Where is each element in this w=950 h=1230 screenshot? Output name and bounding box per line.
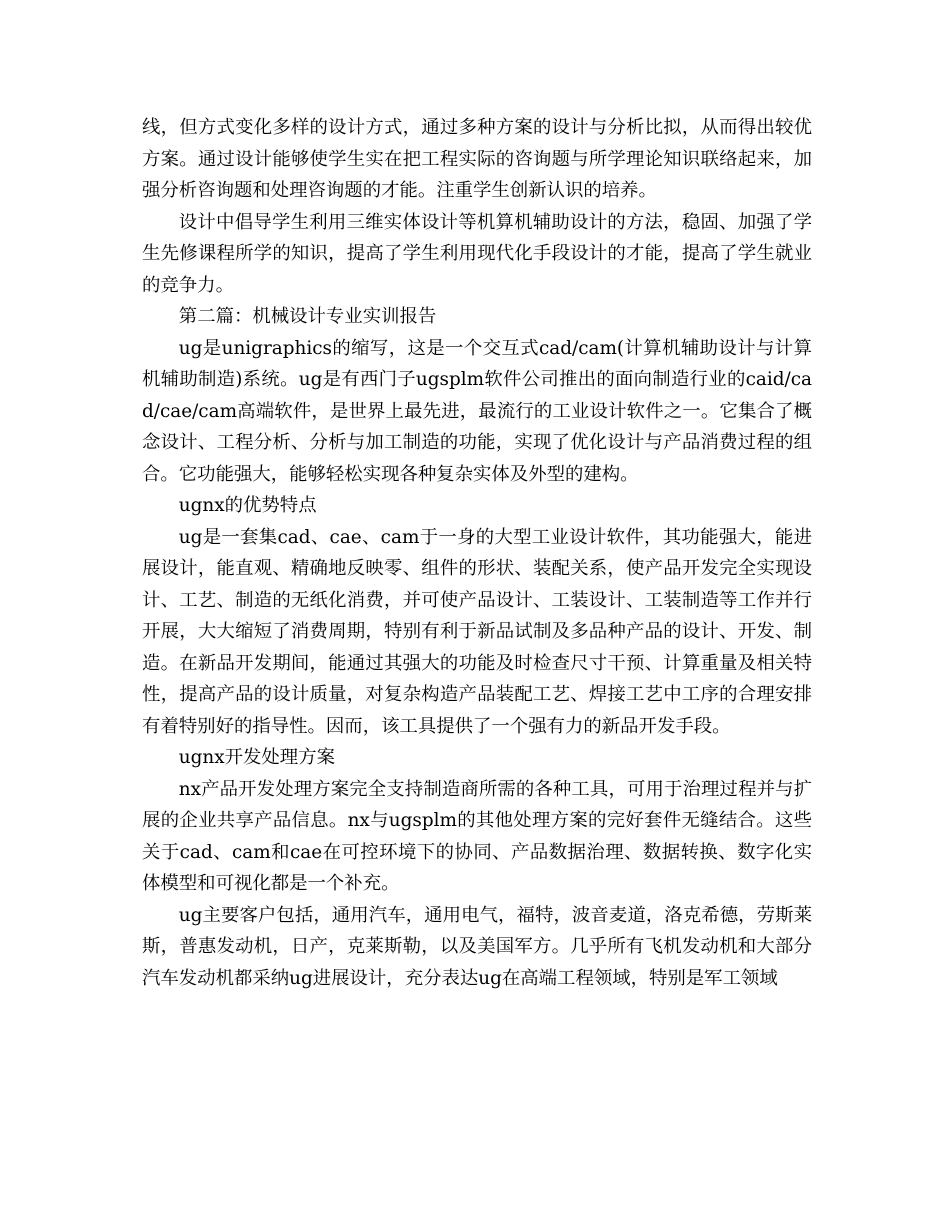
paragraph-ug-customers: ug主要客户包括，通用汽车，通用电气，福特，波音麦道，洛克希德，劳斯莱斯，普惠发动机，日产，克莱斯勒，以及美国军方。几乎所有飞机发动机和大部分汽车发动机都采纳ug进展设计，充分表达ug在高端工程领域，特别是军工领域 bbox=[142, 904, 812, 989]
document-body bbox=[142, 112, 812, 994]
paragraph-ug-intro: ug是unigraphics的缩写，这是一个交互式cad/cam(计算机辅助设计与计算机辅助制造)系统。ug是有西门子ugsplm软件公司推出的面向制造行业的caid/cad/cae/cam高端软件，是世界上最先进，最流行的工业设计软件之一。它集合了概念设计、工程分析、分析与加工制造的功能，实现了优化设计与产品消费过程的组合。它功能强大，能够轻松实现各种复杂实体及外型的建构。 bbox=[142, 337, 812, 485]
paragraph-continuation: 线，但方式变化多样的设计方式，通过多种方案的设计与分析比拟，从而得出较优方案。通过设计能够使学生实在把工程实际的咨询题与所学理论知识联络起来，加强分析咨询题和处理咨询题的才能。注重学生创新认识的培养。 bbox=[142, 117, 812, 201]
paragraph-nx-solutions: nx产品开发处理方案完全支持制造商所需的各种工具，可用于治理过程并与扩展的企业共享产品信息。nx与ugsplm的其他处理方案的完好套件无缝结合。这些关于cad、cam和cae在可控环境下的协同、产品数据治理、数据转换、数字化实体模型和可视化都是一个补充。 bbox=[142, 778, 812, 894]
subheading-ugnx-solutions: ugnx开发处理方案 bbox=[178, 747, 335, 768]
paragraph-design-tools: 设计中倡导学生利用三维实体设计等机算机辅助设计的方法，稳固、加强了学生先修课程所学的知识，提高了学生利用现代化手段设计的才能，提高了学生就业的竞争力。 bbox=[142, 211, 812, 296]
section-heading-part-two: 第二篇：机械设计专业实训报告 bbox=[178, 306, 437, 327]
paragraph-ugnx-advantages: ug是一套集cad、cae、cam于一身的大型工业设计软件，其功能强大，能进展设计，能直观、精确地反映零、组件的形状、装配关系，使产品开发完全实现设计、工艺、制造的无纸化消费，并可使产品设计、工装设计、工装制造等工作并行开展，大大缩短了消费周期，特别有利于新品试制及多品种产品的设计、开发、制造。在新品开发期间，能通过其强大的功能及时检查尺寸干预、计算重量及相关特性，提高产品的设计质量，对复杂构造产品装配工艺、焊接工艺中工序的合理安排有着特别好的指导性。因而，该工具提供了一个强有力的新品开发手段。 bbox=[142, 526, 812, 737]
subheading-ugnx-advantages: ugnx的优势特点 bbox=[178, 495, 317, 516]
